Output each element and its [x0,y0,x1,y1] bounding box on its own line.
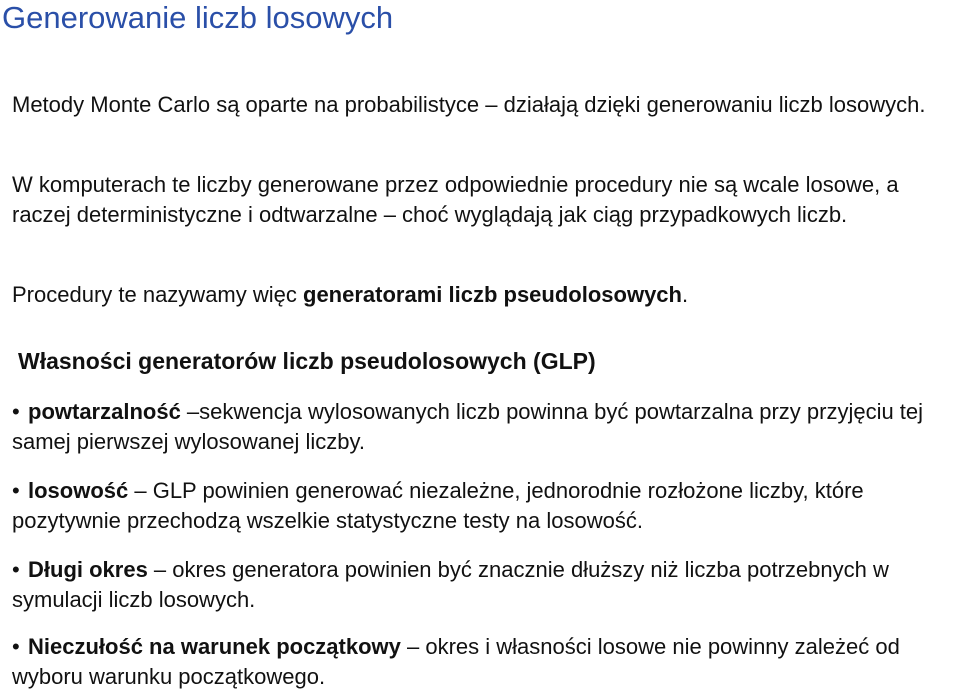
bullet-term: powtarzalność [28,399,181,424]
p3-prefix: Procedury te nazywamy więc [12,282,303,307]
bullet-marker: • [12,478,20,503]
p3-bold-term: generatorami liczb pseudolosowych [303,282,682,307]
bullet-item-repeatability [12,397,957,457]
bullet-term: losowość [28,478,129,503]
bullet-term: Długi okres [28,557,148,582]
bullet-marker: • [12,634,20,659]
bullet-text: –sekwencja wylosowanych liczb powinna być powtarzalna przy przyjęciu tej samej pierwszej wylosowanej liczby. [12,399,924,454]
slide-title: Generowanie liczb losowych [2,0,394,35]
intro-paragraph-1: Metody Monte Carlo są oparte na probabilistyce – działają dzięki generowaniu liczb losowych. [12,92,926,117]
bullet-text: – okres generatora powinien być znacznie dłuższy niż liczba potrzebnych w symulacji liczb losowych. [12,557,889,612]
bullet-term: Nieczułość na warunek początkowy [28,634,401,659]
bullet-marker: • [12,557,20,582]
p3-suffix: . [681,282,689,307]
bullet-marker: • [12,399,20,424]
bullet-item-long-period [12,555,957,615]
intro-paragraph-3 [12,280,952,310]
intro-paragraph-2: W komputerach te liczby generowane przez odpowiednie procedury nie są wcale losowe, a raczej deterministyczne i odtwarzalne – choć wyglądają jak ciąg przypadkowych liczb. [12,172,899,227]
bullet-item-randomness [12,476,957,536]
bullet-item-insensitivity [12,632,957,692]
section-heading: Własności generatorów liczb pseudolosowych (GLP) [18,348,596,374]
bullet-text: – okres i własności losowe nie powinny zależeć od wyboru warunku początkowego. [12,634,900,689]
bullet-text: – GLP powinien generować niezależne, jednorodnie rozłożone liczby, które pozytywnie przechodzą wszelkie statystyczne testy na losowość. [12,478,864,533]
